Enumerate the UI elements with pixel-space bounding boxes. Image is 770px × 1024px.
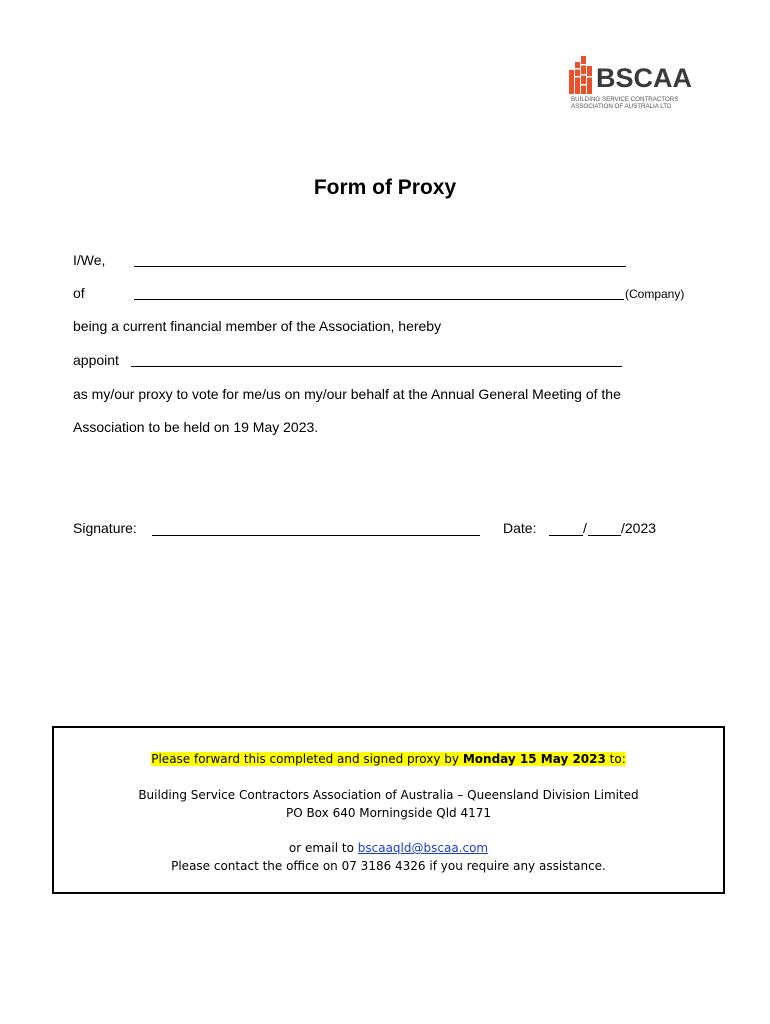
date-day-field[interactable]: [549, 535, 583, 536]
postal-address: PO Box 640 Morningside Qld 4171: [285, 806, 492, 820]
iwe-field[interactable]: [134, 266, 626, 267]
submission-notice-box: [52, 726, 725, 894]
appoint-label: appoint: [73, 352, 119, 368]
member-sentence: being a current financial member of the Association, hereby: [73, 318, 442, 334]
forward-suffix: to:: [605, 752, 626, 766]
contact-line: Please contact the office on 07 3186 4326 if you require any assistance.: [171, 859, 606, 873]
date-month-field[interactable]: [588, 535, 621, 536]
org-name: Building Service Contractors Association of Australia – Queensland Division Limited: [138, 788, 639, 802]
iwe-label: I/We,: [73, 252, 106, 268]
logo-subtitle: [571, 96, 678, 110]
date-separator: /: [583, 520, 587, 536]
logo-subtitle-line-1: BUILDING SERVICE CONTRACTORS: [571, 96, 679, 103]
date-label: Date:: [503, 520, 537, 536]
forward-deadline: Monday 15 May 2023: [462, 752, 606, 766]
forward-instruction: [54, 752, 723, 766]
logo-subtitle-line-2: ASSOCIATION OF AUSTRALIA LTD: [571, 103, 672, 110]
date-year: /2023: [621, 520, 657, 536]
bscaa-logo: [569, 54, 694, 112]
email-link[interactable]: bscaaqld@bscaa.com: [357, 841, 489, 855]
email-prefix: or email to: [288, 841, 358, 855]
forward-text: Please forward this completed and signed proxy by: [151, 752, 463, 766]
company-field[interactable]: [134, 299, 624, 300]
signature-label: Signature:: [73, 520, 137, 536]
proxy-sentence-1: as my/our proxy to vote for me/us on my/our behalf at the Annual General Meeting of the: [73, 386, 621, 402]
email-line: [54, 841, 723, 855]
company-suffix: (Company): [625, 287, 685, 301]
logo-bars-icon: [569, 56, 595, 94]
page-title: Form of Proxy: [313, 176, 457, 199]
of-label: of: [73, 285, 85, 301]
proxy-sentence-2: Association to be held on 19 May 2023.: [73, 419, 319, 435]
signature-field[interactable]: [152, 535, 480, 536]
forward-highlight: [151, 752, 626, 766]
logo-wordmark: BSCAA: [596, 63, 693, 93]
appoint-field[interactable]: [131, 366, 622, 367]
